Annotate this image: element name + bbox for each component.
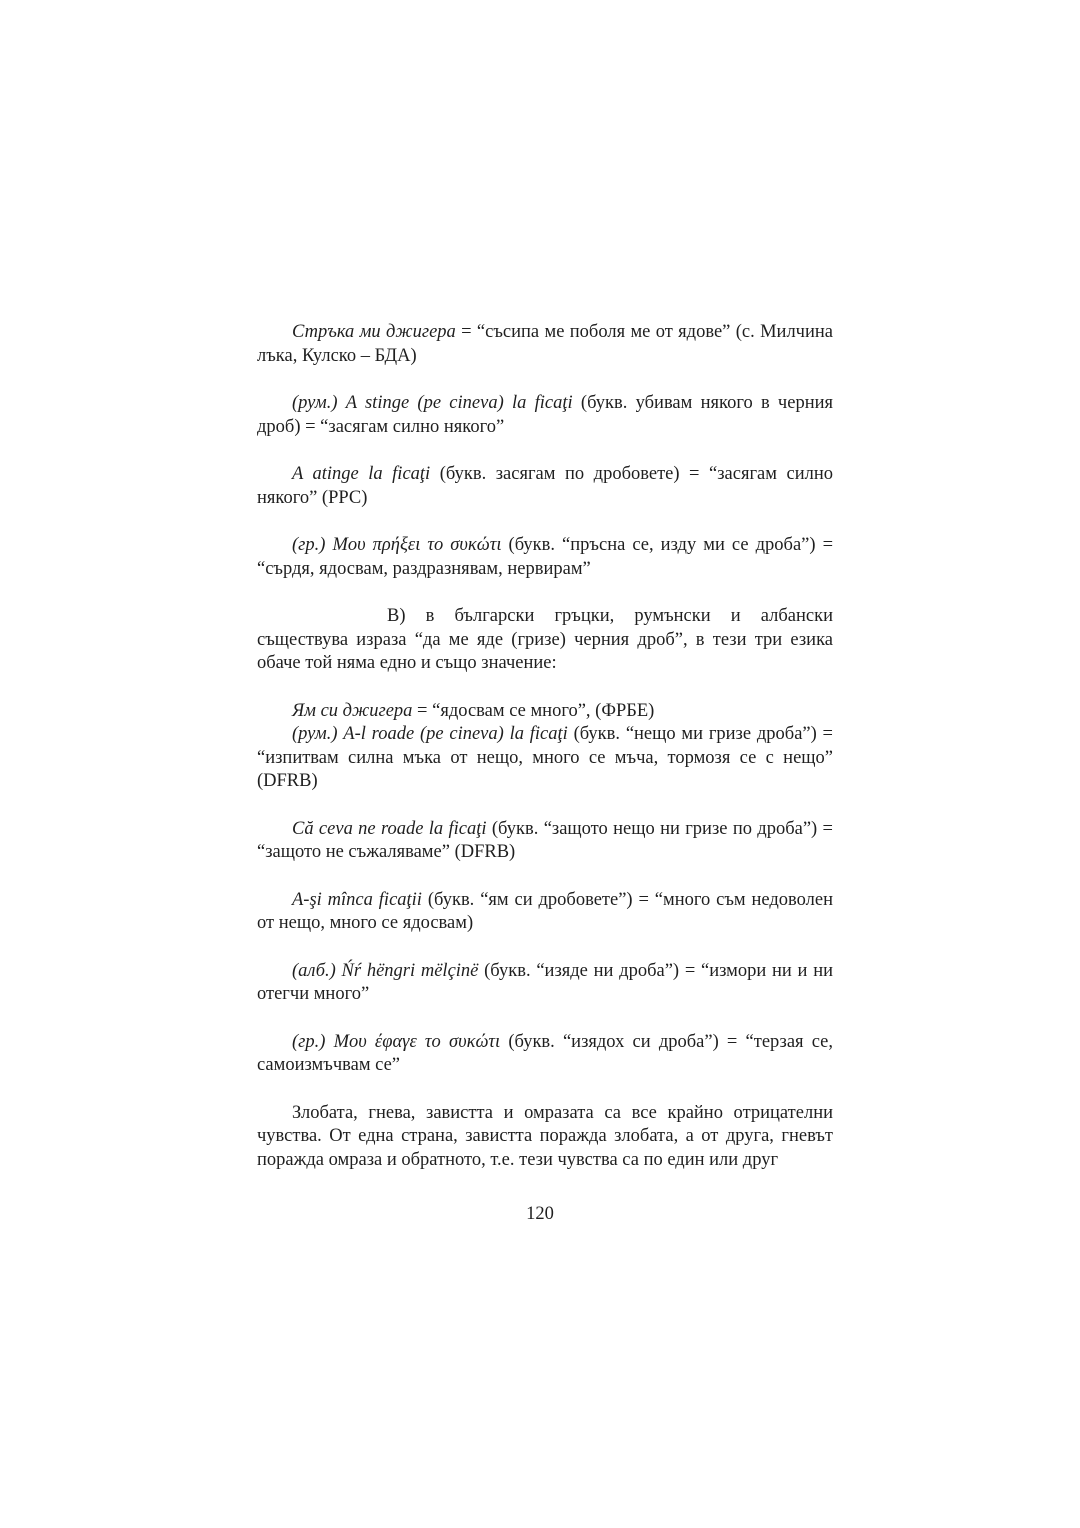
entry-10-term: (гр.) Μου έφαγε το συκώτι	[292, 1031, 501, 1052]
entry-4	[257, 534, 833, 581]
entry-5-term: Ям си джигера	[292, 700, 413, 721]
entry-9	[257, 960, 833, 1007]
entry-10-text: (букв. “изядох си дроба”) = “терзая се, самоизмъчвам се”	[257, 1031, 833, 1075]
entry-7-text: (букв. “защото нещо ни гризе по дроба”) = “защото не съжаляваме” (DFRB)	[257, 818, 833, 862]
entry-5	[257, 700, 833, 724]
entry-7-term: Că ceva ne roade la ficaţi	[292, 818, 487, 839]
closing-paragraph-text: Злобата, гнева, завистта и омразата са все крайно отрицателни чувства. От една страна, завистта поражда злобата, а от друга, гневът поражда омраза и обратното, т.е. тези чувства са по един или друг	[257, 1102, 833, 1170]
entry-2-term: (рум.) A stinge (pe cineva) la ficaţi	[292, 393, 573, 413]
section-b-text: В) в български гръцки, румънски и албански съществува израза “да ме яде (гризе) черния дроб”, в тези три езика обаче той няма едно и също значение:	[257, 606, 833, 673]
entry-8-term: A-şi mînca ficaţii	[292, 889, 422, 910]
entry-4-text: (букв. “пръсна се, изду ми се дроба”) = “сърдя, ядосвам, раздразнявам, нервирам”	[257, 535, 834, 579]
closing-paragraph	[257, 1102, 833, 1173]
text-column	[257, 321, 833, 1172]
entry-3-text: (букв. засягам по дробовете) = “засягам силно някого” (РРС)	[257, 464, 833, 508]
entry-6-text: (букв. “нещо ми гризе дроба”) = “изпитвам силна мъка от нещо, много се мъча, тормозя се с нещо” (DFRB)	[257, 724, 833, 791]
entry-10	[257, 1031, 833, 1078]
entry-9-term: (алб.) Ńŕ hëngri mëlçinë	[292, 960, 479, 981]
entry-2-text: (букв. убивам някого в черния дроб) = “засягам силно някого”	[257, 393, 834, 437]
entry-5-text: = “ядосвам се много”, (ФРБЕ)	[412, 700, 655, 721]
entry-1-text: = “съсипа ме поболя ме от ядове” (с. Милчина лъка, Кулско – БДА)	[257, 322, 834, 366]
entry-9-text: (букв. “изяде ни дроба”) = “измори ни и ни отегчи много”	[257, 960, 833, 1004]
entry-7	[257, 818, 833, 865]
entry-4-term: (гр.) Μου πρήξει το συκώτι	[292, 535, 502, 555]
entry-8-text: (букв. “ям си дробовете”) = “много съм недоволен от нещо, много се ядосвам)	[257, 889, 833, 933]
entry-2	[257, 392, 833, 439]
entry-8	[257, 889, 833, 936]
entry-1-term: Стръка ми джигера	[292, 322, 456, 342]
section-b-intro	[257, 605, 833, 676]
entry-1	[257, 321, 833, 368]
entry-3	[257, 463, 833, 510]
entry-6-term: (рум.) A-l roade (pe cineva) la ficaţi	[292, 724, 568, 744]
page-number: 120	[526, 1204, 554, 1224]
entry-3-term: A atinge la ficaţi	[292, 464, 431, 484]
entry-6	[257, 723, 833, 794]
